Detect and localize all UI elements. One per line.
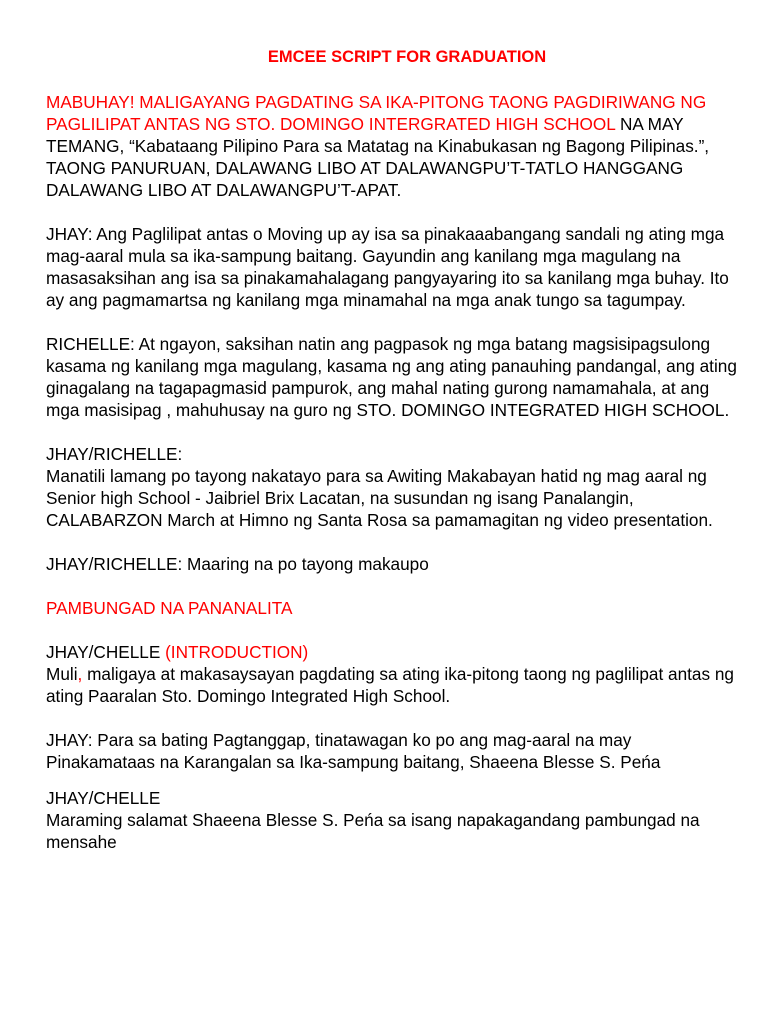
welcome-red-text: MABUHAY! MALIGAYANG PAGDATING SA IKA-PITONG TAONG PAGDIRIWANG NG PAGLILIPAT ANTAS NG STO. DOMINGO INTERGRATED HIGH SCHOOL — [46, 92, 707, 134]
jhay-richelle-label: JHAY/RICHELLE: — [46, 444, 183, 464]
jhay-richelle-text: Manatili lamang po tayong nakatayo para sa Awiting Makabayan hatid ng mag aaral ng Senior high School - Jaibriel Brix Lacatan, na susundan ng isang Panalangin, CALABARZON March at Himno ng Santa Rosa sa pamamagitan ng video presentation. — [46, 466, 713, 530]
jhay-chelle-label-line — [46, 641, 738, 663]
jhay-richelle-sit-line: JHAY/RICHELLE: Maaring na po tayong makaupo — [46, 554, 429, 574]
richelle-intro-paragraph: RICHELLE: At ngayon, saksihan natin ang pagpasok ng mga batang magsisipagsulong kasama ng kanilang mga magulang, kasama ng ang ating panauhing pandangal, ang ating ginagalang na tagapagmasid pampurok, ang mahal nating gurong namamahala, at ang mga masisipag , mahuhusay na guro ng STO. DOMINGO INTEGRATED HIGH SCHOOL. — [46, 334, 737, 420]
welcome-black-text: NA MAY TEMANG, “Kabataang Pilipino Para sa Matatag na Kinabukasan ng Bagong Pilipinas.”, TAONG PANURUAN, DALAWANG LIBO AT DALAWANGPU’T-TATLO HANGGANG DALAWANG LIBO AT DALAWANGPU’T-APAT. — [46, 114, 710, 200]
welcome-paragraph — [46, 91, 738, 201]
muli-word: Muli — [46, 664, 78, 684]
jhay-chelle-intro-block — [46, 641, 738, 707]
introduction-tag: (INTRODUCTION) — [165, 642, 309, 662]
jhay-chelle-label: JHAY/CHELLE — [46, 642, 166, 662]
jhay-chelle-label-2: JHAY/CHELLE — [46, 788, 161, 808]
section-heading: PAMBUNGAD NA PANANALITA — [46, 598, 293, 618]
jhay-richelle-block — [46, 443, 738, 531]
document-title: EMCEE SCRIPT FOR GRADUATION — [267, 48, 547, 66]
jhay-welcome-call-paragraph: JHAY: Para sa bating Pagtanggap, tinatawagan ko po ang mag-aaral na may Pinakamataas na Karangalan sa Ika-sampung baitang, Shaeena Blesse S. Peńa — [46, 730, 661, 772]
muli-paragraph — [46, 663, 738, 707]
thanks-text: Maraming salamat Shaeena Blesse S. Peńa sa isang napakagandang pambungad na mensahe — [46, 810, 700, 852]
muli-comma: , — [77, 664, 83, 684]
jhay-chelle-thanks-block — [46, 787, 738, 853]
muli-rest: maligaya at makasaysayan pagdating sa ating ika-pitong taong ng paglilipat antas ng ating Paaralan Sto. Domingo Integrated High School. — [46, 664, 734, 706]
jhay-intro-paragraph: JHAY: Ang Paglilipat antas o Moving up ay isa sa pinakaaabangang sandali ng ating mga mag-aaral mula sa ika-sampung baitang. Gayundin ang kanilang mga magulang na masasaksihan ang isa sa pinakamahalagang pangyayaring ito sa kanilang mga buhay. Ito ay ang pagmamartsa ng kanilang mga minamahal na mga anak tungo sa tagumpay. — [46, 224, 729, 310]
